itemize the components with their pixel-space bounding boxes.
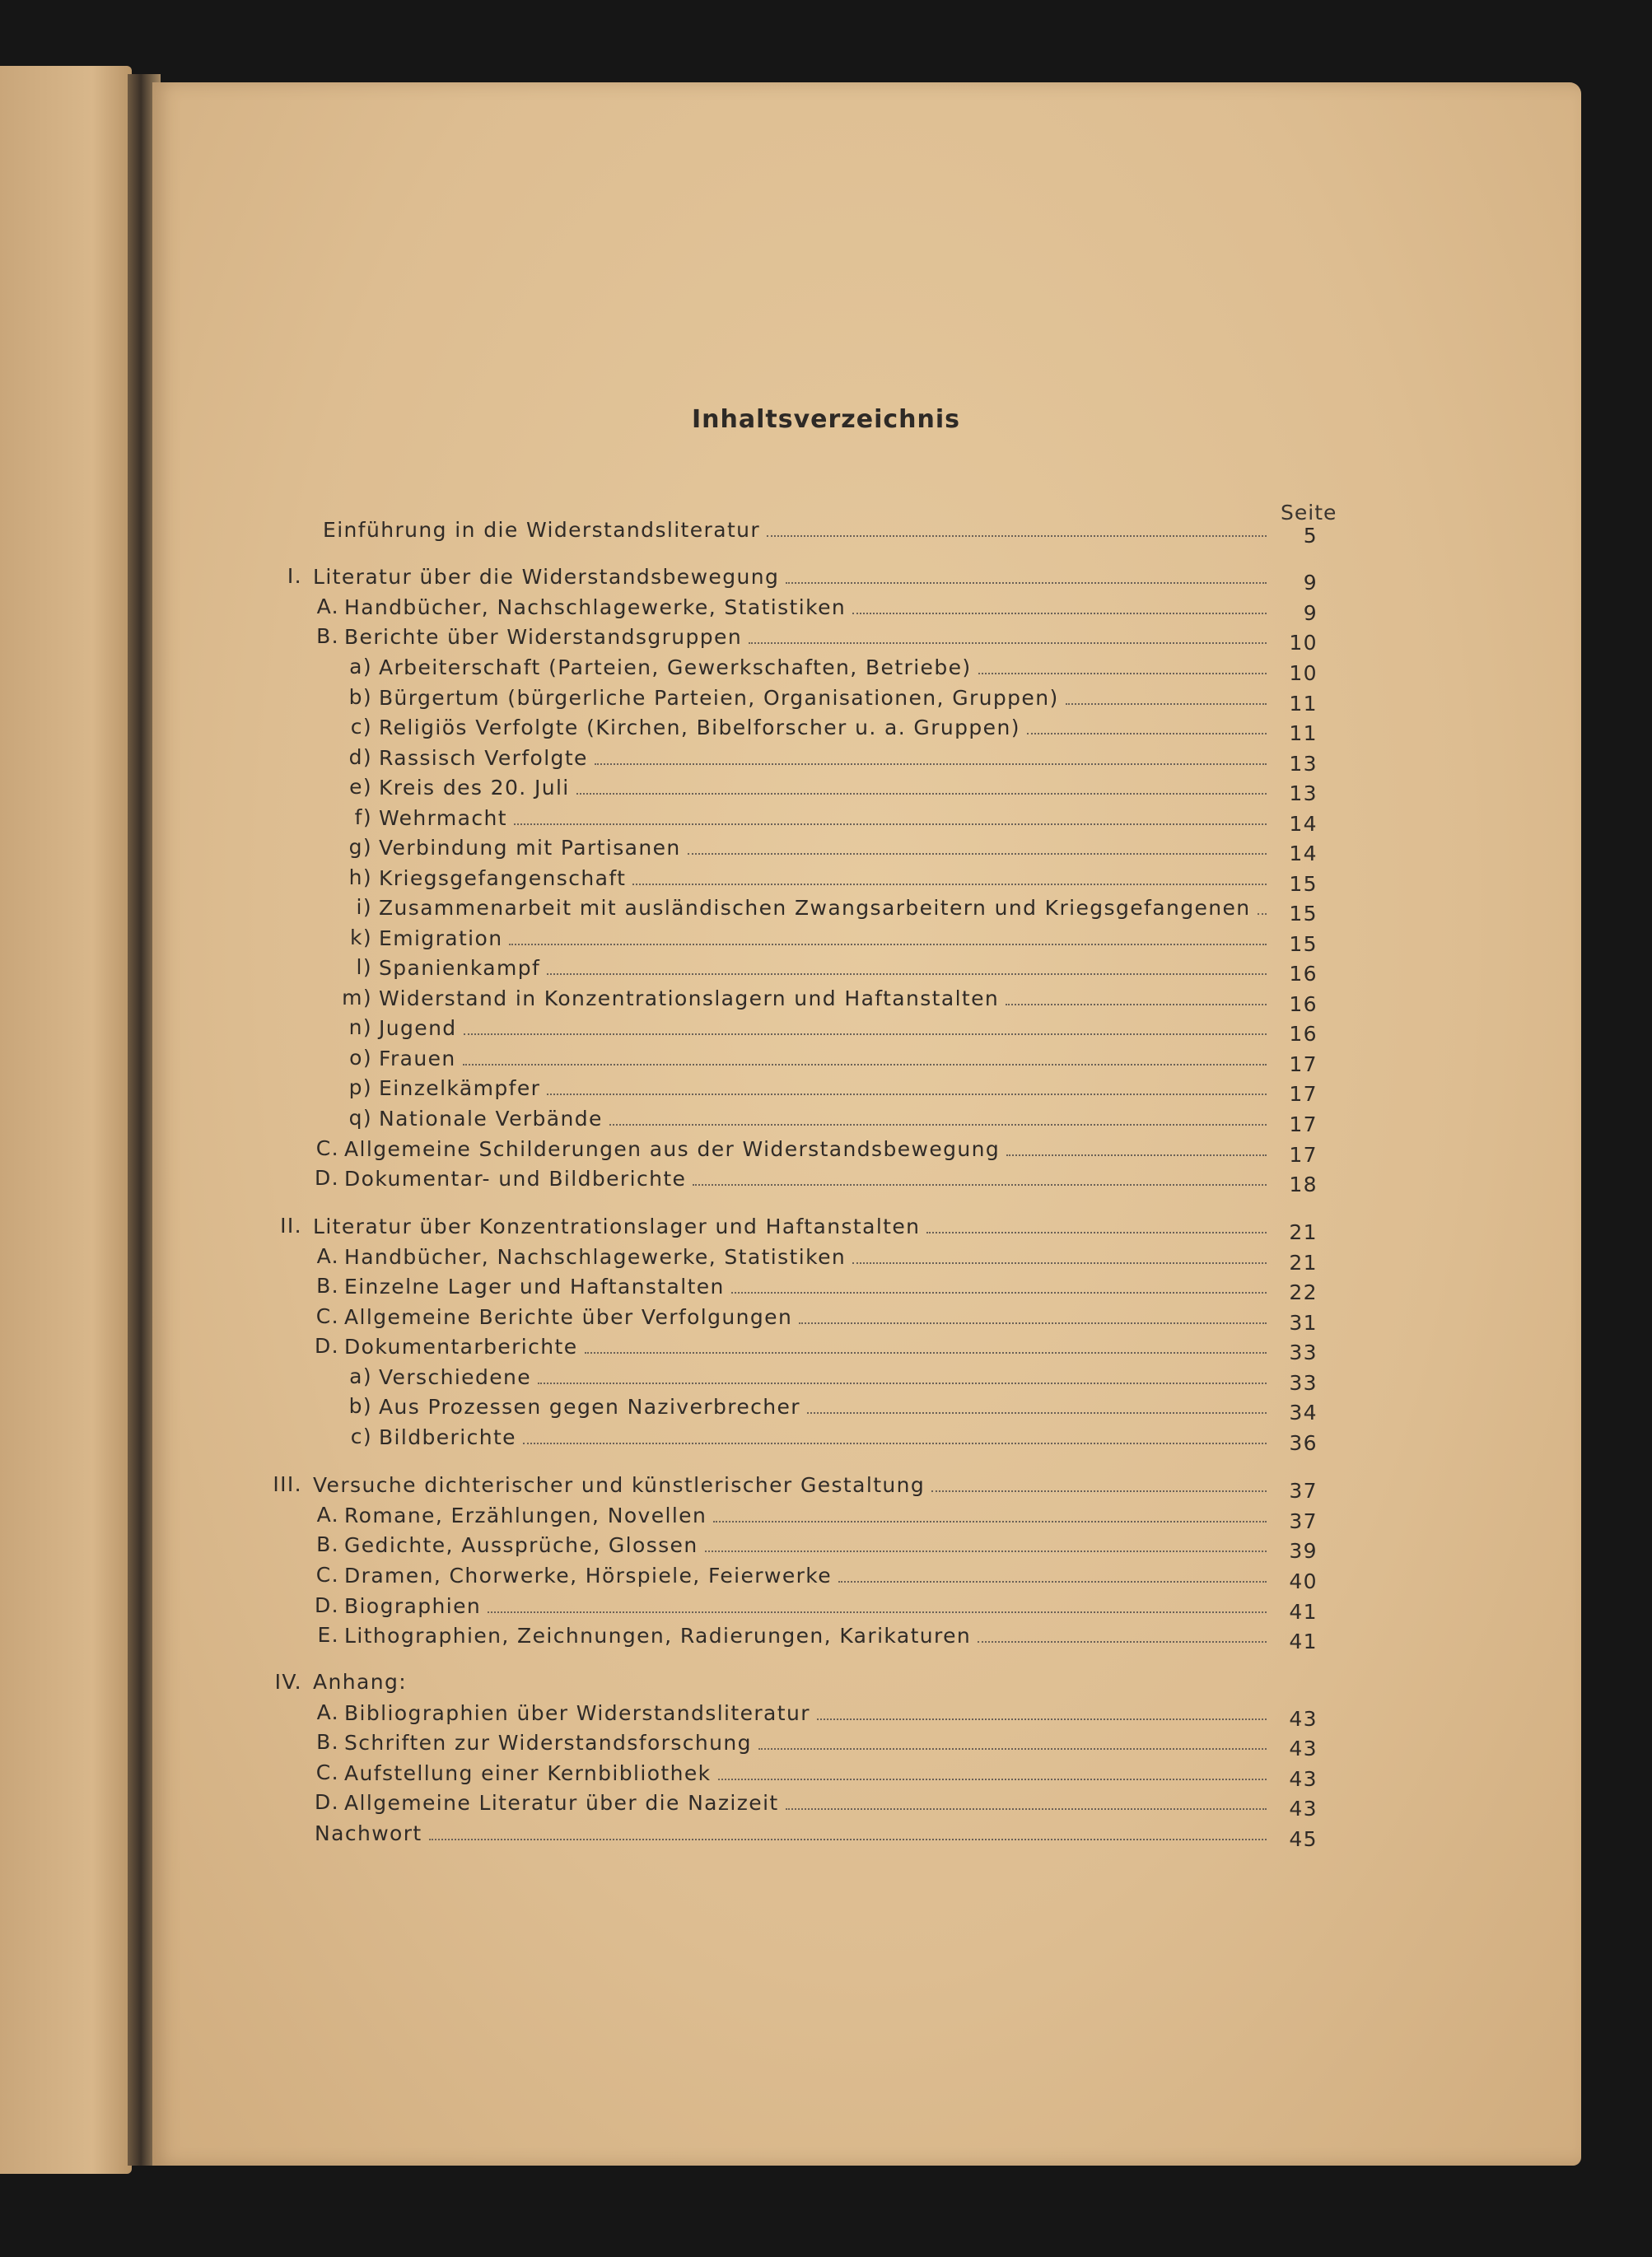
toc-entry-title: Verschiedene xyxy=(379,1365,532,1389)
dot-leader xyxy=(786,564,1267,584)
toc-entry-title: Berichte über Widerstandsgruppen xyxy=(344,625,743,649)
toc-entry-number: C. xyxy=(315,1563,339,1587)
dot-leader xyxy=(463,1046,1267,1066)
toc-entry-number: E. xyxy=(317,1623,339,1647)
toc-entry-page-number: 45 xyxy=(1289,1827,1318,1851)
dot-leader xyxy=(609,1106,1267,1126)
toc-entry-title: Emigration xyxy=(379,926,503,950)
toc-entry-title: Literatur über die Widerstandsbewegung xyxy=(313,565,780,589)
toc-entry xyxy=(0,1274,1652,1302)
toc-entry-page-number: 43 xyxy=(1289,1707,1318,1731)
toc-entry xyxy=(0,1166,1652,1194)
toc-entry-title: Allgemeine Literatur über die Nazizeit xyxy=(344,1791,779,1815)
dot-leader xyxy=(488,1593,1267,1613)
toc-entry-title: Schriften zur Widerstandsforschung xyxy=(344,1731,752,1755)
toc-entry xyxy=(0,1244,1652,1275)
toc-entry-title: Widerstand in Konzentrationslagern und Haftanstalten xyxy=(379,986,1000,1010)
toc-entry xyxy=(0,835,1652,863)
dot-leader xyxy=(1066,685,1267,705)
toc-entry xyxy=(0,655,1652,683)
toc-entry-number: b) xyxy=(348,685,372,709)
dot-leader xyxy=(978,655,1267,674)
dot-leader xyxy=(509,926,1267,945)
toc-entry xyxy=(0,1532,1652,1563)
toc-entry xyxy=(0,1106,1652,1134)
toc-entry-title: Arbeiterschaft (Parteien, Gewerkschaften, Betriebe) xyxy=(379,655,972,679)
dot-leader xyxy=(1258,895,1267,915)
toc-entry-title: Einzelkämpfer xyxy=(379,1076,541,1100)
toc-entry-number: B. xyxy=(316,1274,339,1298)
dot-leader xyxy=(758,1730,1267,1750)
toc-entry-page-number: 21 xyxy=(1289,1220,1318,1244)
toc-entry-title: Spanienkampf xyxy=(379,956,541,980)
toc-entry-title: Aus Prozessen gegen Naziverbrecher xyxy=(379,1395,800,1419)
toc-entry xyxy=(0,595,1652,623)
toc-entry-number: A. xyxy=(316,1503,339,1527)
toc-entry-page-number: 14 xyxy=(1289,812,1318,836)
toc-entry-number: B. xyxy=(316,1730,339,1754)
dot-leader xyxy=(632,865,1267,885)
page-column-header: Seite xyxy=(1281,501,1337,525)
toc-entry-title: Allgemeine Schilderungen aus der Widerstandsbewegung xyxy=(344,1137,1001,1161)
toc-entry xyxy=(0,1214,1652,1242)
toc-entry-number: f) xyxy=(354,805,372,829)
dot-leader xyxy=(713,1503,1267,1523)
dot-leader xyxy=(585,1334,1267,1354)
toc-entry-page-number: 16 xyxy=(1289,962,1318,986)
toc-entry-page-number: 17 xyxy=(1289,1052,1318,1076)
dot-leader xyxy=(547,955,1267,975)
toc-entry-title: Aufstellung einer Kernbibliothek xyxy=(344,1761,712,1785)
toc-entry-page-number: 17 xyxy=(1289,1112,1318,1136)
dot-leader xyxy=(688,835,1267,855)
toc-entry xyxy=(0,926,1652,954)
toc-entry-page-number: 41 xyxy=(1289,1630,1318,1653)
dot-leader xyxy=(978,1623,1267,1643)
toc-entry-page-number: 17 xyxy=(1289,1143,1318,1167)
toc-entry-number: A. xyxy=(316,595,339,618)
toc-entry-title: Jugend xyxy=(379,1016,457,1040)
toc-entry-number: h) xyxy=(348,865,372,889)
toc-entry-title: Einführung in die Widerstandsliteratur xyxy=(323,518,761,542)
toc-entry-number: D. xyxy=(315,1790,339,1814)
toc-entry-title: Gedichte, Aussprüche, Glossen xyxy=(344,1533,698,1557)
toc-entry xyxy=(0,1760,1652,1791)
toc-entry xyxy=(0,685,1652,716)
toc-entry xyxy=(0,955,1652,986)
toc-entry-number: a) xyxy=(349,655,372,678)
toc-entry-page-number: 10 xyxy=(1289,661,1318,685)
toc-entry-number: A. xyxy=(316,1244,339,1268)
toc-entry-number: d) xyxy=(348,745,372,769)
toc-entry-page-number: 13 xyxy=(1289,781,1318,805)
toc-entry-page-number: 41 xyxy=(1289,1600,1318,1624)
toc-entry xyxy=(0,1593,1652,1624)
toc-entry-page-number: 16 xyxy=(1289,992,1318,1016)
dot-leader xyxy=(1027,715,1267,734)
toc-entry-number: D. xyxy=(315,1593,339,1617)
toc-entry-title: Zusammenarbeit mit ausländischen Zwangsarbeitern und Kriegsgefangenen xyxy=(379,896,1251,920)
toc-entry xyxy=(0,1821,1652,1849)
toc-entry-number: a) xyxy=(349,1364,372,1388)
dot-leader xyxy=(838,1563,1267,1583)
toc-entry-title: Frauen xyxy=(379,1047,456,1070)
dot-leader xyxy=(595,745,1267,765)
toc-entry-number: g) xyxy=(348,835,372,859)
toc-entry-title: Dokumentar- und Bildberichte xyxy=(344,1167,687,1191)
toc-entry-title: Einzelne Lager und Haftanstalten xyxy=(344,1275,725,1299)
toc-entry-page-number: 5 xyxy=(1303,524,1318,548)
toc-entry xyxy=(0,1334,1652,1362)
toc-entry-number: p) xyxy=(348,1075,372,1099)
toc-entry-page-number: 37 xyxy=(1289,1509,1318,1533)
toc-entry-number: I. xyxy=(287,564,302,588)
toc-entry-number: i) xyxy=(356,895,372,919)
dot-leader xyxy=(786,1790,1267,1810)
toc-entry-page-number: 39 xyxy=(1289,1539,1318,1563)
toc-entry-title: Romane, Erzählungen, Novellen xyxy=(344,1504,707,1527)
toc-entry-title: Biographien xyxy=(344,1594,482,1618)
toc-entry-number: D. xyxy=(315,1166,339,1190)
toc-entry-page-number: 33 xyxy=(1289,1341,1318,1364)
toc-entry-page-number: 33 xyxy=(1289,1371,1318,1395)
toc-entry-number: n) xyxy=(348,1015,372,1039)
toc-entry xyxy=(0,1700,1652,1731)
toc-entry xyxy=(0,715,1652,743)
dot-leader xyxy=(807,1394,1267,1414)
dot-leader xyxy=(1006,986,1267,1005)
toc-entry-number: c) xyxy=(350,715,372,739)
toc-entry-number: C. xyxy=(315,1136,339,1160)
toc-entry-page-number: 18 xyxy=(1289,1173,1318,1196)
toc-entry-number: D. xyxy=(315,1334,339,1358)
toc-entry-number: k) xyxy=(349,926,372,949)
toc-entry-page-number: 37 xyxy=(1289,1479,1318,1503)
dot-leader xyxy=(538,1364,1267,1384)
toc-entry-title: Lithographien, Zeichnungen, Radierungen, Karikaturen xyxy=(344,1624,972,1648)
toc-entry-number: e) xyxy=(349,775,372,799)
toc-entry xyxy=(0,775,1652,803)
toc-entry-title: Literatur über Konzentrationslager und Haftanstalten xyxy=(313,1215,921,1238)
toc-entry-title: Wehrmacht xyxy=(379,806,507,830)
toc-entry-page-number: 22 xyxy=(1289,1280,1318,1304)
toc-entry xyxy=(0,564,1652,595)
toc-entry xyxy=(0,1364,1652,1395)
toc-entry-title: Verbindung mit Partisanen xyxy=(379,836,681,860)
dot-leader xyxy=(749,624,1267,644)
dot-leader xyxy=(514,805,1267,825)
toc-entry-page-number: 15 xyxy=(1289,902,1318,926)
toc-entry-page-number: 13 xyxy=(1289,752,1318,776)
toc-entry xyxy=(0,895,1652,926)
toc-entry xyxy=(0,1563,1652,1591)
dot-leader xyxy=(799,1304,1267,1324)
toc-entry-title: Allgemeine Berichte über Verfolgungen xyxy=(344,1305,793,1329)
toc-entry-page-number: 10 xyxy=(1289,631,1318,655)
toc-entry-number: q) xyxy=(348,1106,372,1130)
toc-entry-title: Bibliographien über Widerstandsliteratur xyxy=(344,1701,810,1725)
toc-entry-number: C. xyxy=(315,1304,339,1328)
toc-entry-number: II. xyxy=(280,1214,302,1238)
toc-entry-page-number: 43 xyxy=(1289,1767,1318,1791)
toc-entry xyxy=(0,1304,1652,1335)
toc-entry-page-number: 43 xyxy=(1289,1737,1318,1760)
toc-entry-page-number: 40 xyxy=(1289,1569,1318,1593)
dot-leader xyxy=(705,1532,1267,1552)
toc-entry-title: Dramen, Chorwerke, Hörspiele, Feierwerke xyxy=(344,1564,833,1588)
dot-leader xyxy=(693,1166,1267,1186)
toc-entry-title: Handbücher, Nachschlagewerke, Statistiken xyxy=(344,595,847,619)
dot-leader xyxy=(718,1760,1267,1780)
dot-leader xyxy=(547,1075,1267,1095)
toc-entry-page-number: 36 xyxy=(1289,1431,1318,1455)
toc-entry xyxy=(0,1623,1652,1651)
toc-entry-page-number: 15 xyxy=(1289,932,1318,956)
toc-entry-number: III. xyxy=(273,1472,302,1496)
toc-entry-title: Anhang: xyxy=(313,1670,408,1694)
toc-entry-page-number: 21 xyxy=(1289,1251,1318,1275)
dot-leader xyxy=(852,595,1267,614)
dot-leader xyxy=(767,517,1267,537)
page-title: Inhaltsverzeichnis xyxy=(691,405,961,434)
toc-entry-number: o) xyxy=(349,1046,372,1070)
toc-entry-title: Religiös Verfolgte (Kirchen, Bibelforscher u. a. Gruppen) xyxy=(379,716,1020,739)
toc-entry-title: Dokumentarberichte xyxy=(344,1335,578,1359)
toc-entry xyxy=(0,517,1652,548)
dot-leader xyxy=(852,1244,1267,1264)
toc-entry xyxy=(0,1472,1652,1503)
toc-entry-number: l) xyxy=(356,955,372,979)
toc-entry-title: Handbücher, Nachschlagewerke, Statistiken xyxy=(344,1245,847,1269)
toc-entry-page-number: 14 xyxy=(1289,842,1318,865)
toc-entry-page-number: 11 xyxy=(1289,692,1318,716)
toc-entry xyxy=(0,1790,1652,1821)
toc-entry-number: B. xyxy=(316,624,339,648)
toc-entry-page-number: 15 xyxy=(1289,872,1318,896)
toc-entry xyxy=(0,1394,1652,1425)
dot-leader xyxy=(576,775,1267,795)
toc-entry xyxy=(0,986,1652,1014)
toc-entry xyxy=(0,745,1652,776)
toc-entry xyxy=(0,865,1652,896)
toc-entry xyxy=(0,1670,1652,1698)
toc-entry-page-number: 34 xyxy=(1289,1401,1318,1425)
toc-entry-page-number: 43 xyxy=(1289,1797,1318,1821)
toc-entry xyxy=(0,624,1652,655)
toc-entry-title: Kriegsgefangenschaft xyxy=(379,866,627,890)
toc-entry-title: Bürgertum (bürgerliche Parteien, Organisationen, Gruppen) xyxy=(379,686,1059,710)
toc-entry-title: Nationale Verbände xyxy=(379,1107,603,1131)
toc-entry xyxy=(0,1015,1652,1046)
toc-entry-number: m) xyxy=(342,986,372,1010)
toc-entry-number: C. xyxy=(315,1760,339,1784)
dot-leader xyxy=(926,1214,1267,1233)
dot-leader xyxy=(523,1425,1267,1444)
toc-entry-page-number: 17 xyxy=(1289,1082,1318,1106)
toc-entry-title: Rassisch Verfolgte xyxy=(379,746,588,770)
dot-leader xyxy=(731,1274,1267,1294)
toc-entry-title: Bildberichte xyxy=(379,1425,516,1449)
toc-entry-number: b) xyxy=(348,1394,372,1418)
toc-entry xyxy=(0,1503,1652,1531)
toc-entry-number: A. xyxy=(316,1700,339,1724)
toc-entry xyxy=(0,805,1652,836)
toc-entry-number: B. xyxy=(316,1532,339,1556)
toc-entry-page-number: 9 xyxy=(1303,601,1318,625)
toc-entry-number: IV. xyxy=(274,1670,302,1694)
toc-entry-title: Kreis des 20. Juli xyxy=(379,776,570,800)
toc-entry-number: c) xyxy=(350,1425,372,1448)
dot-leader xyxy=(464,1015,1267,1035)
toc-entry xyxy=(0,1136,1652,1167)
toc-entry xyxy=(0,1075,1652,1106)
toc-entry xyxy=(0,1425,1652,1453)
toc-entry-title: Nachwort xyxy=(315,1821,422,1845)
toc-entry xyxy=(0,1730,1652,1758)
dot-leader xyxy=(817,1700,1267,1720)
toc-entry-page-number: 9 xyxy=(1303,571,1318,595)
dot-leader xyxy=(931,1472,1267,1492)
dot-leader xyxy=(1006,1136,1267,1156)
toc-entry-page-number: 11 xyxy=(1289,721,1318,745)
toc-entry xyxy=(0,1046,1652,1074)
dot-leader xyxy=(429,1821,1267,1840)
toc-entry-title: Versuche dichterischer und künstlerischer Gestaltung xyxy=(313,1473,926,1497)
toc-entry-page-number: 31 xyxy=(1289,1311,1318,1335)
toc-entry-page-number: 16 xyxy=(1289,1022,1318,1046)
